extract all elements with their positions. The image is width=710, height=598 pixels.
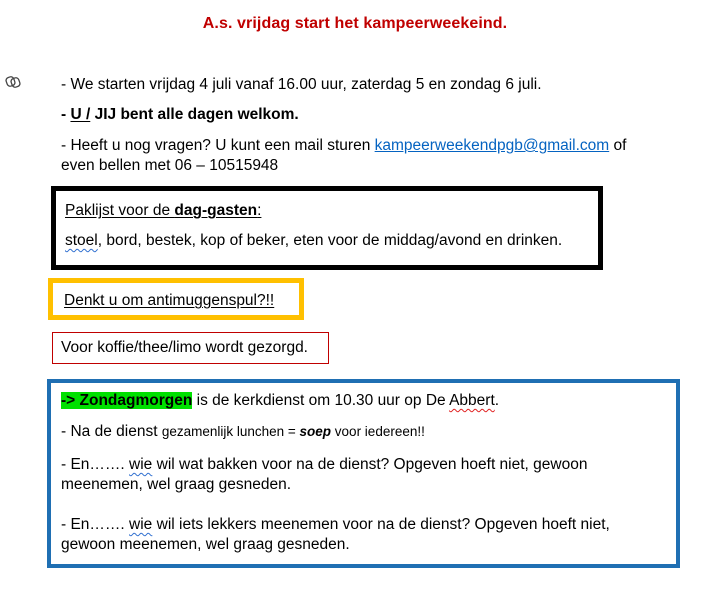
zondag-box [47, 379, 680, 568]
zondag-line [61, 391, 499, 411]
mosquito-text: Denkt u om antimuggenspul?!! [64, 292, 275, 309]
page-title: A.s. vrijdag start het kampeerweekeind. [202, 15, 508, 32]
lekkers-line2: gewoon meenemen, wel graag gesneden. [61, 536, 350, 553]
bakken-pre: - En……. [61, 456, 130, 473]
paklijst-heading-post: : [257, 202, 262, 219]
paklijst-items [65, 231, 562, 251]
koffie-text: Voor koffie/thee/limo wordt gezorgd. [61, 339, 308, 356]
welcome-prefix: - [61, 106, 71, 123]
paklijst-items-rest: , bord, bestek, kop of beker, eten voor de middag/avond en drinken. [97, 232, 563, 249]
paklijst-first-item: stoel [65, 232, 98, 249]
bakken-line2: meenemen, wel graag gesneden. [61, 476, 292, 493]
bakken-wie: wie [129, 456, 153, 473]
lekkers-wie: wie [129, 516, 153, 533]
koffie-box [52, 332, 329, 364]
zondag-rest: is de kerkdienst om 10.30 uur op De [192, 392, 450, 409]
lunch-bold: soep [299, 424, 332, 439]
paklijst-heading-pre: Paklijst voor de [65, 202, 175, 219]
welcome-u: U / [70, 106, 91, 123]
bakken-rest: wil wat bakken voor na de dienst? Opgeven hoeft niet, gewoon [152, 456, 588, 473]
copilot-icon[interactable] [5, 74, 21, 90]
intro-contact [61, 136, 671, 176]
contact-text: - Heeft u nog vragen? U kunt een mail sturen [61, 137, 375, 154]
contact-phone: even bellen met 06 – 10515948 [61, 157, 279, 174]
zondag-place: Abbert [449, 392, 495, 409]
lekkers-pre: - En……. [61, 516, 130, 533]
intro-dates: - We starten vrijdag 4 juli vanaf 16.00 uur, zaterdag 5 en zondag 6 juli. [61, 76, 542, 93]
welcome-rest: JIJ bent alle dagen welkom. [90, 106, 299, 123]
email-link[interactable]: kampeerweekendpgb@gmail.com [374, 137, 610, 154]
bakken-line [61, 455, 661, 495]
zondag-end: . [494, 392, 500, 409]
lekkers-line [61, 515, 661, 555]
mosquito-box [48, 278, 304, 320]
zondag-highlight: -> Zondagmorgen [61, 392, 193, 409]
lunch-end: voor iedereen!! [331, 424, 425, 439]
lunch-line [61, 422, 425, 442]
intro-welcome [61, 105, 299, 125]
lekkers-rest: wil iets lekkers meenemen voor na de dienst? Opgeven hoeft niet, [152, 516, 610, 533]
paklijst-box [51, 186, 603, 270]
paklijst-heading-bold: dag-gasten [174, 202, 258, 219]
paklijst-heading [65, 201, 261, 221]
contact-after: of [609, 137, 627, 154]
lunch-small: gezamenlijk lunchen = [161, 424, 300, 439]
lunch-pre: - Na de dienst [61, 423, 162, 440]
